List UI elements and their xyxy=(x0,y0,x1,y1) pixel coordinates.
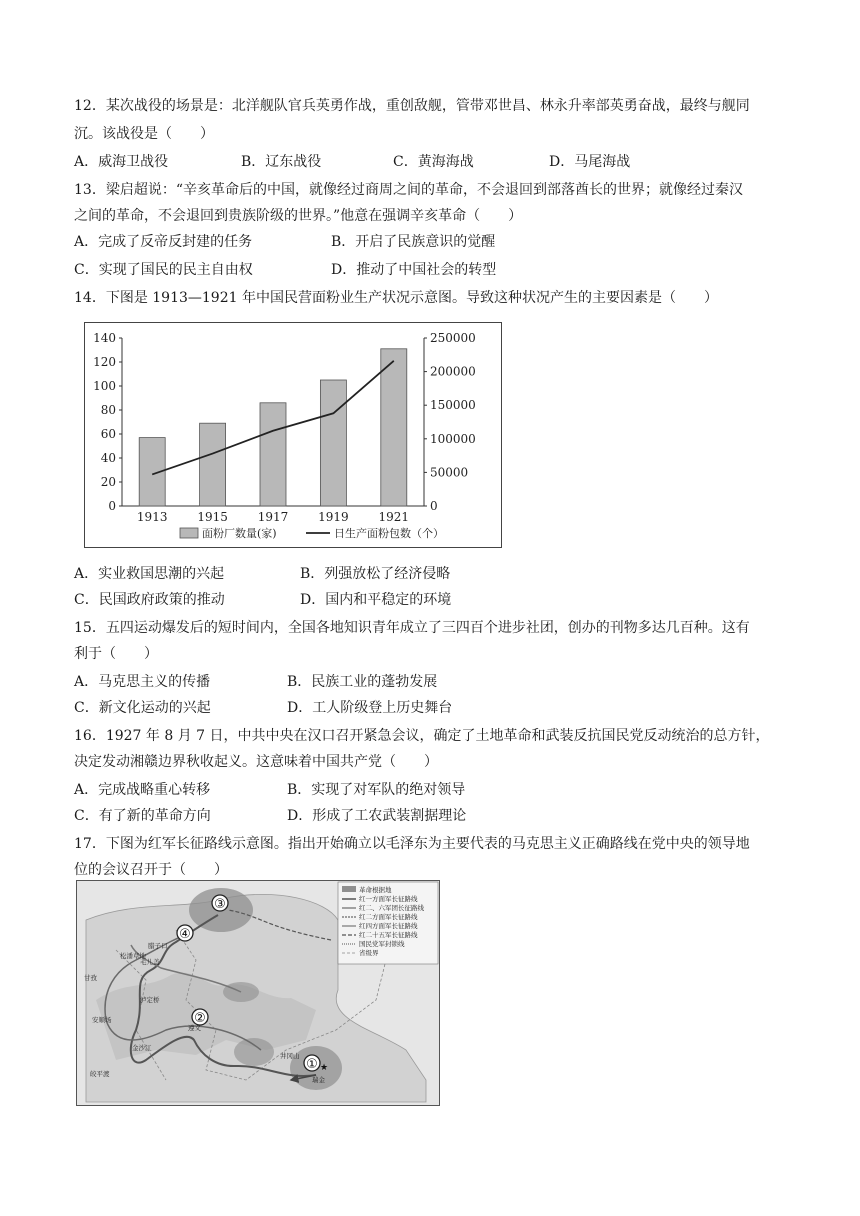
place-label: 甘孜 xyxy=(84,974,97,982)
q13-option-d: D．推动了中国社会的转型 xyxy=(331,262,497,278)
place-label: 金沙江 xyxy=(132,1044,152,1052)
flour-industry-chart xyxy=(84,322,502,548)
legend-label-line: 日生产面粉包数（个） xyxy=(334,527,444,540)
y-left-tick-label: 40 xyxy=(100,451,116,465)
place-label: 瑞金 xyxy=(312,1076,325,1084)
q16-stem-line2: 决定发动湘赣边界秋收起义。这意味着中国共产党（ ） xyxy=(74,754,438,770)
map-legend-item: 红四方面军长征路线 xyxy=(359,922,418,930)
star-icon: ★ xyxy=(320,1063,329,1073)
y-left-tick-label: 140 xyxy=(93,331,116,345)
q15-option-c: C．新文化运动的兴起 xyxy=(74,700,211,716)
map-legend-item: 红二方面军长征路线 xyxy=(359,913,418,921)
q12-option-b: B．辽东战役 xyxy=(241,154,322,170)
y-right-tick-label: 250000 xyxy=(430,331,476,345)
x-tick-label: 1919 xyxy=(318,510,349,524)
place-label: 安顺场 xyxy=(92,1016,112,1024)
q15-stem-line2: 利于（ ） xyxy=(74,646,158,662)
y-right-tick-label: 100000 xyxy=(430,431,476,446)
long-march-map xyxy=(76,880,440,1106)
q13-stem-line1: 13．梁启超说：“辛亥革命后的中国，就像经过商周之间的革命，不会退回到部落酋长的世界；就像经过秦汉 xyxy=(74,182,743,198)
q12-option-c: C．黄海海战 xyxy=(393,154,474,170)
map-legend-item: 国民党军封锁线 xyxy=(359,940,405,948)
q16-stem-line1: 16．1927 年 8 月 7 日，中共中央在汉口召开紧急会议，确定了土地革命和武装反抗国民党反动统治的总方针， xyxy=(74,728,770,744)
x-tick-label: 1921 xyxy=(378,510,410,524)
q13-option-a: A．完成了反帝反封建的任务 xyxy=(74,234,253,250)
q13-option-c: C．实现了国民的民主自由权 xyxy=(74,262,253,278)
q15-option-a: A．马克思主义的传播 xyxy=(74,674,211,690)
q14-option-a: A．实业救国思潮的兴起 xyxy=(74,566,225,582)
place-label: 泸定桥 xyxy=(140,996,160,1004)
q14-option-c: C．民国政府政策的推动 xyxy=(74,592,225,608)
q12-option-a: A．威海卫战役 xyxy=(74,154,169,170)
bar xyxy=(260,403,286,506)
q15-stem-line1: 15．五四运动爆发后的短时间内，全国各地知识青年成立了三四百个进步社团，创办的刊物多达几百种。这有 xyxy=(74,620,750,636)
map-legend-item: 省级界 xyxy=(359,949,379,957)
q12-option-d: D．马尾海战 xyxy=(549,154,631,170)
legend-swatch-bar xyxy=(180,528,198,538)
q17-stem-line1: 17．下图为红军长征路线示意图。指出开始确立以毛泽东为主要代表的马克思主义正确路线在党中央的领导地 xyxy=(74,836,750,852)
x-tick-label: 1913 xyxy=(136,510,168,524)
y-right-tick-label: 150000 xyxy=(430,398,476,413)
x-tick-label: 1917 xyxy=(257,510,289,524)
q16-option-c: C．有了新的革命方向 xyxy=(74,808,211,824)
q12-stem-line1: 12．某次战役的场景是：北洋舰队官兵英勇作战，重创敌舰，管带邓世昌、林永升率部英勇奋战，最终与舰同 xyxy=(74,98,750,114)
y-left-tick-label: 120 xyxy=(93,355,116,369)
y-right-tick-label: 0 xyxy=(430,499,438,513)
y-left-tick-label: 0 xyxy=(108,499,116,513)
q16-option-d: D．形成了工农武装割据理论 xyxy=(287,808,467,824)
marker-1 xyxy=(304,1055,320,1072)
marker-4 xyxy=(177,925,193,942)
marker-3 xyxy=(212,895,228,912)
q16-option-b: B．实现了对军队的绝对领导 xyxy=(287,782,466,798)
y-left-tick-label: 60 xyxy=(100,427,116,441)
place-label: 遵义 xyxy=(188,1024,201,1032)
map-legend xyxy=(338,882,438,964)
y-right-tick-label: 200000 xyxy=(430,364,476,379)
q13-stem-line2: 之间的革命，不会退回到贵族阶级的世界。”他意在强调辛亥革命（ ） xyxy=(74,208,523,224)
q12-stem-line2: 沉。该战役是（ ） xyxy=(74,126,214,142)
legend-label-bar: 面粉厂数量(家) xyxy=(202,527,277,540)
base-area-xiangexi xyxy=(234,1038,274,1066)
x-tick-label: 1915 xyxy=(197,510,228,524)
y-left-tick-label: 100 xyxy=(93,379,116,393)
svg-text:④: ④ xyxy=(179,927,191,942)
map-legend-item: 红一方面军长征路线 xyxy=(359,895,418,903)
place-label: 井冈山 xyxy=(280,1052,300,1060)
q17-stem-line2: 位的会议召开于（ ） xyxy=(74,862,228,878)
y-left-tick-label: 80 xyxy=(100,403,116,417)
y-right-tick-label: 50000 xyxy=(430,465,469,480)
y-left-tick-label: 20 xyxy=(100,475,116,489)
q14-option-d: D．国内和平稳定的环境 xyxy=(300,592,452,608)
place-label: 毛儿盖 xyxy=(140,958,160,966)
map-legend-item: 红二十五军长征路线 xyxy=(359,931,418,939)
q16-option-a: A．完成战略重心转移 xyxy=(74,782,211,798)
bar xyxy=(320,380,346,506)
place-label: 腊子口 xyxy=(148,942,168,950)
q14-option-b: B．列强放松了经济侵略 xyxy=(300,566,451,582)
place-label: 皎平渡 xyxy=(90,1070,110,1078)
place-label: 松潘草地 xyxy=(120,952,146,960)
map-legend-item: 革命根据地 xyxy=(359,886,392,894)
svg-text:③: ③ xyxy=(214,897,226,912)
svg-text:②: ② xyxy=(194,1011,206,1026)
map-legend-item: 红二、六军团长征路线 xyxy=(359,904,424,912)
q15-option-d: D．工人阶级登上历史舞台 xyxy=(287,700,453,716)
q13-option-b: B．开启了民族意识的觉醒 xyxy=(331,234,496,250)
q14-stem-line1: 14．下图是 1913—1921 年中国民营面粉业生产状况示意图。导致这种状况产生的主要因素是（ ） xyxy=(74,290,718,306)
bar xyxy=(381,349,407,506)
svg-text:①: ① xyxy=(306,1057,318,1072)
bar xyxy=(200,423,226,506)
q15-option-b: B．民族工业的蓬勃发展 xyxy=(287,674,438,690)
